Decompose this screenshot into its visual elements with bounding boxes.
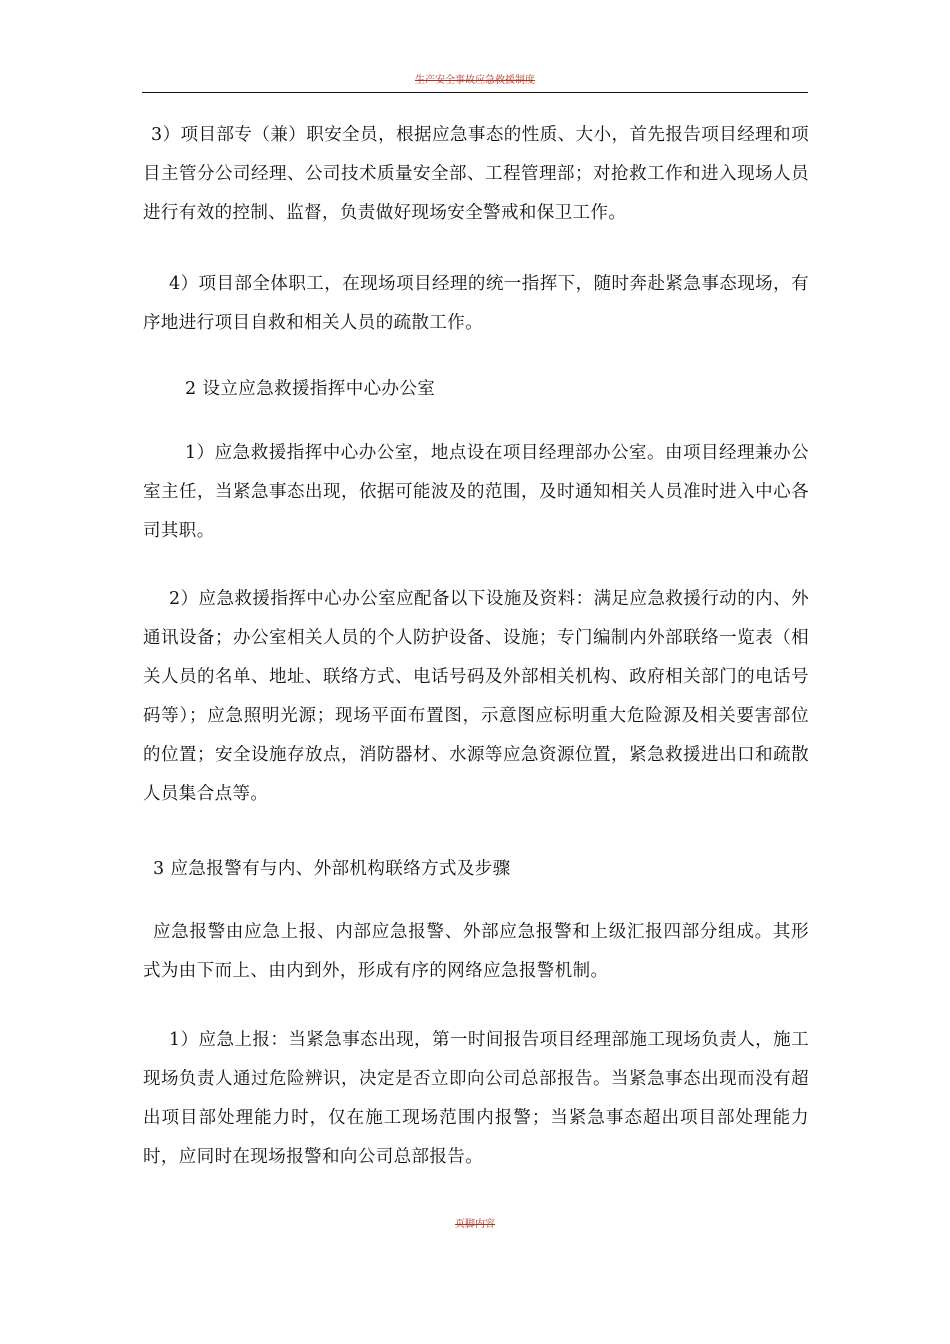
paragraph-3-safety-officer: 3）项目部专（兼）职安全员，根据应急事态的性质、大小，首先报告项目经理和项目主管分公司经理、公司技术质量安全部、工程管理部；对抢救工作和进入现场人员进行有效的控制、监督，负责做好现场安全警戒和保卫工作。	[143, 125, 809, 223]
paragraph-office-equipment: 2）应急救援指挥中心办公室应配备以下设施及资料：满足应急救援行动的内、外通讯设备；办公室相关人员的个人防护设备、设施；专门编制内外部联络一览表（相关人员的名单、地址、联络方式、电话号码及外部相关机构、政府相关部门的电话号码等）；应急照明光源；现场平面布置图，示意图应标明重大危险源及相关要害部位的位置；安全设施存放点，消防器材、水源等应急资源位置，紧急救援进出口和疏散人员集合点等。	[143, 589, 809, 804]
paragraph-office-location: 1）应急救援指挥中心办公室，地点设在项目经理部办公室。由项目经理兼办公室主任，当紧急事态出现，依据可能波及的范围，及时通知相关人员准时进入中心各司其职。	[143, 443, 809, 541]
header-divider	[142, 92, 808, 93]
running-footer: 页脚内容	[455, 1219, 495, 1230]
heading-3-alarm-procedure: 3 应急报警有与内、外部机构联络方式及步骤	[153, 859, 511, 879]
paragraph-alarm-composition: 应急报警由应急上报、内部应急报警、外部应急报警和上级汇报四部分组成。其形式为由下而上、由内到外，形成有序的网络应急报警机制。	[143, 922, 809, 981]
running-header: 生产安全事故应急救援制度	[415, 75, 535, 86]
heading-2-command-office: 2 设立应急救援指挥中心办公室	[185, 379, 436, 399]
paragraph-4-all-staff: 4）项目部全体职工，在现场项目经理的统一指挥下，随时奔赴紧急事态现场，有序地进行项目自救和相关人员的疏散工作。	[143, 274, 809, 333]
paragraph-emergency-report: 1）应急上报：当紧急事态出现，第一时间报告项目经理部施工现场负责人，施工现场负责人通过危险辨识，决定是否立即向公司总部报告。当紧急事态出现而没有超出项目部处理能力时，仅在施工现场范围内报警；当紧急事态超出项目部处理能力时，应同时在现场报警和向公司总部报告。	[143, 1030, 809, 1167]
